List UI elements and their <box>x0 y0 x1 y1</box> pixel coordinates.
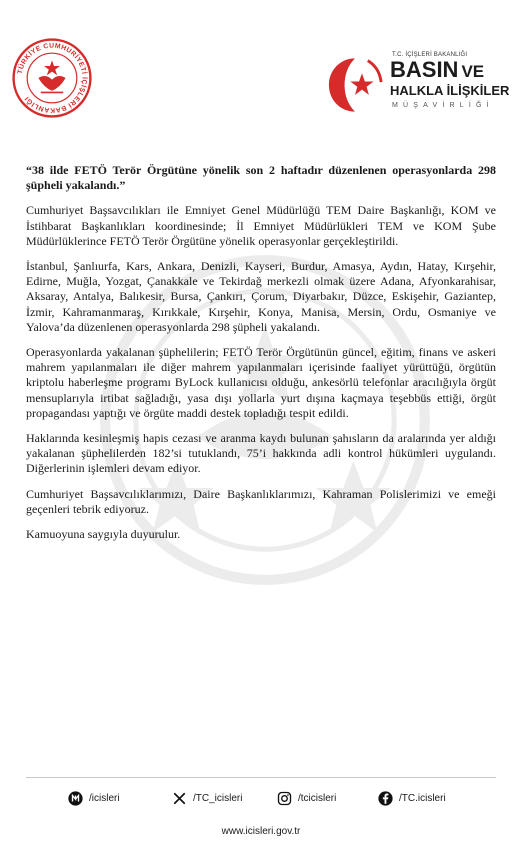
brand-tagline: MÜŞAVİRLİĞİ <box>392 102 494 109</box>
paragraph-1: Cumhuriyet Başsavcılıkları ile Emniyet Genel Müdürlüğü TEM Daire Başkanlığı, KOM ve İstihbarat Başkanlıkları koordinesinde; İl Emniyet Müdürlükleri TEM ve KOM Şube Müdürlüklerince FETÖ Terör Örgütüne yönelik operasyonlar gerçekleştirildi. <box>26 203 496 248</box>
press-release-body <box>26 163 496 552</box>
social-handle: /TC_icisleri <box>193 792 243 804</box>
brand-ve-text: VE <box>461 62 485 81</box>
svg-text:TÜRKİYE CUMHURİYETİ İÇİŞLERİ B: TÜRKİYE CUMHURİYETİ İÇİŞLERİ BAKANLIĞI <box>16 42 88 114</box>
social-handle: /tcicisleri <box>298 792 337 804</box>
social-link-nsosyal[interactable] <box>68 789 120 807</box>
social-handle: /TC.icisleri <box>399 792 446 804</box>
instagram-icon <box>277 791 292 806</box>
footer-divider <box>26 777 496 778</box>
social-handle: /icisleri <box>89 792 120 804</box>
brand-ministry-label: T.C. İÇİŞLERİ BAKANLIĞI <box>392 52 468 58</box>
paragraph-5: Cumhuriyet Başsavcılıklarımızı, Daire Başkanlıklarımızı, Kahraman Polislerimizi ve emeği geçenleri tebrik ediyoruz. <box>26 486 496 516</box>
brand-basin-text: BASIN <box>390 57 459 82</box>
social-links <box>0 789 522 807</box>
headline: “38 ilde FETÖ Terör Örgütüne yönelik son 2 haftadır düzenlenen operasyonlarda 298 şüpheli yakalandı.” <box>26 163 496 193</box>
ministry-seal-logo <box>12 38 92 118</box>
paragraph-2: İstanbul, Şanlıurfa, Kars, Ankara, Denizli, Kayseri, Burdur, Amasya, Aydın, Hatay, Kırşehir, Edirne, Muğla, Yozgat, Çanakkale ve Tekirdağ merkezli olmak üzere Adana, Afyonkarahisar, Aksaray, Antalya, Balıkesir, Bursa, Çankırı, Çorum, Diyarbakır, Düzce, Eskişehir, Gaziantep, İzmir, Kahramanmaraş, Kırıkkale, Kırşehir, Konya, Manisa, Mersin, Ordu, Osmaniye ve Yalova’da düzenlenen operasyonlarda 298 şüpheli yakalandı. <box>26 259 496 334</box>
brand-title <box>390 59 484 83</box>
social-link-instagram[interactable] <box>277 789 336 807</box>
press-office-logo <box>326 52 512 118</box>
facebook-icon <box>378 791 393 806</box>
star-emblem-icon <box>326 56 384 114</box>
website-link[interactable]: www.icisleri.gov.tr <box>221 826 301 837</box>
paragraph-3: Operasyonlarda yakalanan şüphelilerin; FETÖ Terör Örgütünün güncel, eğitim, finans ve askeri mahrem yapılanmaları ile diğer mahrem yapılanmaları içerisinde faaliyet yürüttüğü, örgütün kriptolu haberleşme programı ByLock kullanıcısı olduğu, ankesörlü telefonlar aracılığıyla örgüt mensuplarıyla irtibat sağladığı, yasa dışı yollarla yurt dışına kaçmaya teşebbüs ettiği, örgüt propagandası yaptığı ve örgüte maddi destek topladığı tespit edildi. <box>26 345 496 420</box>
nsosyal-icon <box>68 791 83 806</box>
x-icon <box>172 791 187 806</box>
social-link-x[interactable] <box>172 789 242 807</box>
paragraph-4: Haklarında kesinleşmiş hapis cezası ve aranma kaydı bulunan şahısların da aralarında yer aldığı yakalanan şüphelilerden 182’si tutuklandı, 75’i hakkında adli kontrol hükümleri uygulandı. Diğerlerinin işlemleri devam ediyor. <box>26 431 496 476</box>
brand-subtitle: HALKLA İLİŞKİLER <box>390 83 510 98</box>
paragraph-6: Kamuoyuna saygıyla duyurulur. <box>26 527 181 542</box>
social-link-facebook[interactable] <box>378 789 446 807</box>
